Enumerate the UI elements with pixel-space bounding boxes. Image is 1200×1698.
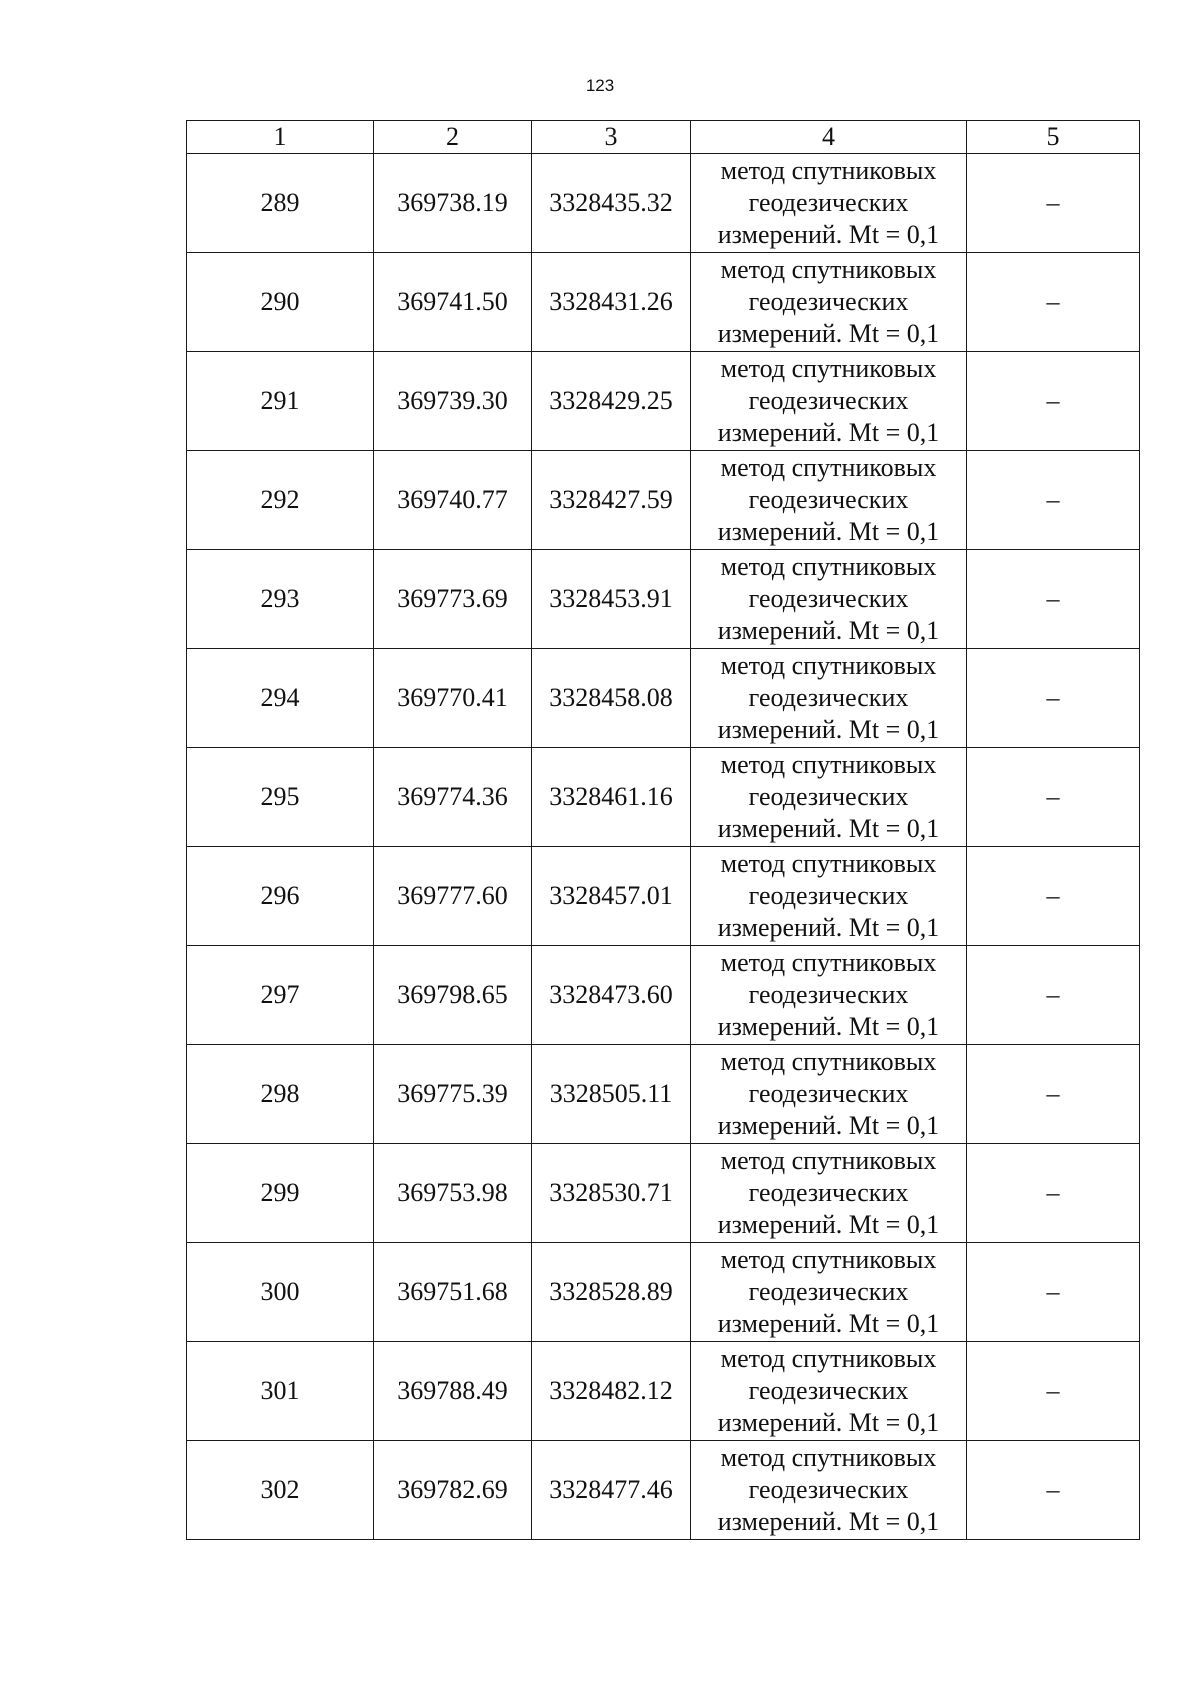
x-coordinate-cell: 369775.39 (374, 1045, 532, 1144)
method-cell (691, 748, 967, 847)
method-line: измерений. Mt = 0,1 (717, 1309, 940, 1338)
method-line: метод спутниковых (720, 651, 937, 680)
method-cell (691, 1243, 967, 1342)
method-line: измерений. Mt = 0,1 (717, 1408, 940, 1437)
column-header-5: 5 (967, 121, 1140, 154)
method-line: метод спутниковых (720, 1344, 937, 1373)
method-cell (691, 550, 967, 649)
table-row (187, 649, 1140, 748)
note-cell: – (967, 748, 1140, 847)
method-cell (691, 352, 967, 451)
method-line: метод спутниковых (720, 552, 937, 581)
table-row (187, 748, 1140, 847)
method-line: метод спутниковых (720, 1245, 937, 1274)
y-coordinate-cell: 3328453.91 (532, 550, 691, 649)
method-line: измерений. Mt = 0,1 (717, 220, 940, 249)
column-header-3: 3 (532, 121, 691, 154)
method-line: измерений. Mt = 0,1 (717, 814, 940, 843)
method-line: метод спутниковых (720, 156, 937, 185)
x-coordinate-cell: 369788.49 (374, 1342, 532, 1441)
method-line: измерений. Mt = 0,1 (717, 517, 940, 546)
table-header (187, 121, 1140, 154)
point-number-cell: 297 (187, 946, 374, 1045)
table-row (187, 1144, 1140, 1243)
note-cell: – (967, 352, 1140, 451)
y-coordinate-cell: 3328427.59 (532, 451, 691, 550)
x-coordinate-cell: 369741.50 (374, 253, 532, 352)
y-coordinate-cell: 3328473.60 (532, 946, 691, 1045)
method-line: метод спутниковых (720, 1047, 937, 1076)
note-cell: – (967, 451, 1140, 550)
table-row (187, 1243, 1140, 1342)
point-number-cell: 298 (187, 1045, 374, 1144)
table-row (187, 253, 1140, 352)
method-line: измерений. Mt = 0,1 (717, 319, 940, 348)
x-coordinate-cell: 369798.65 (374, 946, 532, 1045)
note-cell: – (967, 847, 1140, 946)
y-coordinate-cell: 3328505.11 (532, 1045, 691, 1144)
method-line: геодезических (748, 980, 909, 1009)
point-number-cell: 290 (187, 253, 374, 352)
note-cell: – (967, 1441, 1140, 1540)
method-line: геодезических (748, 881, 909, 910)
method-line: геодезических (748, 386, 909, 415)
method-line: геодезических (748, 1178, 909, 1207)
table-row (187, 451, 1140, 550)
table-row (187, 946, 1140, 1045)
x-coordinate-cell: 369739.30 (374, 352, 532, 451)
method-line: метод спутниковых (720, 255, 937, 284)
point-number-cell: 299 (187, 1144, 374, 1243)
column-header-4: 4 (691, 121, 967, 154)
y-coordinate-cell: 3328429.25 (532, 352, 691, 451)
note-cell: – (967, 1144, 1140, 1243)
method-cell (691, 1144, 967, 1243)
method-line: геодезических (748, 188, 909, 217)
note-cell: – (967, 1045, 1140, 1144)
method-line: геодезических (748, 1277, 909, 1306)
method-line: измерений. Mt = 0,1 (717, 1111, 940, 1140)
note-cell: – (967, 946, 1140, 1045)
note-cell: – (967, 154, 1140, 253)
x-coordinate-cell: 369738.19 (374, 154, 532, 253)
page-number: 123 (585, 76, 615, 95)
method-line: метод спутниковых (720, 354, 937, 383)
table-row (187, 847, 1140, 946)
table-row (187, 1441, 1140, 1540)
x-coordinate-cell: 369740.77 (374, 451, 532, 550)
method-cell (691, 1342, 967, 1441)
point-number-cell: 300 (187, 1243, 374, 1342)
method-cell (691, 847, 967, 946)
table-row (187, 352, 1140, 451)
header-row (187, 121, 1140, 154)
y-coordinate-cell: 3328530.71 (532, 1144, 691, 1243)
x-coordinate-cell: 369773.69 (374, 550, 532, 649)
method-cell (691, 253, 967, 352)
y-coordinate-cell: 3328477.46 (532, 1441, 691, 1540)
method-line: геодезических (748, 1079, 909, 1108)
x-coordinate-cell: 369782.69 (374, 1441, 532, 1540)
method-line: измерений. Mt = 0,1 (717, 1210, 940, 1239)
method-cell (691, 1441, 967, 1540)
table-row (187, 550, 1140, 649)
y-coordinate-cell: 3328482.12 (532, 1342, 691, 1441)
method-line: геодезических (748, 584, 909, 613)
method-line: измерений. Mt = 0,1 (717, 715, 940, 744)
method-line: измерений. Mt = 0,1 (717, 418, 940, 447)
x-coordinate-cell: 369777.60 (374, 847, 532, 946)
method-line: геодезических (748, 683, 909, 712)
method-line: геодезических (748, 287, 909, 316)
point-number-cell: 289 (187, 154, 374, 253)
method-line: геодезических (748, 782, 909, 811)
y-coordinate-cell: 3328457.01 (532, 847, 691, 946)
y-coordinate-cell: 3328528.89 (532, 1243, 691, 1342)
column-header-1: 1 (187, 121, 374, 154)
point-number-cell: 291 (187, 352, 374, 451)
y-coordinate-cell: 3328435.32 (532, 154, 691, 253)
method-line: геодезических (748, 485, 909, 514)
point-number-cell: 294 (187, 649, 374, 748)
y-coordinate-cell: 3328461.16 (532, 748, 691, 847)
note-cell: – (967, 550, 1140, 649)
method-line: измерений. Mt = 0,1 (717, 1507, 940, 1536)
table-row (187, 154, 1140, 253)
method-line: измерений. Mt = 0,1 (717, 913, 940, 942)
point-number-cell: 293 (187, 550, 374, 649)
method-line: метод спутниковых (720, 1443, 937, 1472)
method-line: геодезических (748, 1376, 909, 1405)
method-line: геодезических (748, 1475, 909, 1504)
method-line: метод спутниковых (720, 1146, 937, 1175)
point-number-cell: 295 (187, 748, 374, 847)
note-cell: – (967, 649, 1140, 748)
table-body (187, 154, 1140, 1540)
method-cell (691, 946, 967, 1045)
method-line: метод спутниковых (720, 453, 937, 482)
method-cell (691, 649, 967, 748)
method-line: метод спутниковых (720, 849, 937, 878)
x-coordinate-cell: 369751.68 (374, 1243, 532, 1342)
x-coordinate-cell: 369774.36 (374, 748, 532, 847)
note-cell: – (967, 1243, 1140, 1342)
point-number-cell: 301 (187, 1342, 374, 1441)
coordinates-table (186, 120, 1140, 1540)
point-number-cell: 302 (187, 1441, 374, 1540)
method-line: метод спутниковых (720, 750, 937, 779)
x-coordinate-cell: 369753.98 (374, 1144, 532, 1243)
table-row (187, 1342, 1140, 1441)
method-line: измерений. Mt = 0,1 (717, 616, 940, 645)
note-cell: – (967, 253, 1140, 352)
method-cell (691, 154, 967, 253)
method-cell (691, 1045, 967, 1144)
method-cell (691, 451, 967, 550)
method-line: метод спутниковых (720, 948, 937, 977)
table-row (187, 1045, 1140, 1144)
note-cell: – (967, 1342, 1140, 1441)
x-coordinate-cell: 369770.41 (374, 649, 532, 748)
point-number-cell: 292 (187, 451, 374, 550)
point-number-cell: 296 (187, 847, 374, 946)
column-header-2: 2 (374, 121, 532, 154)
y-coordinate-cell: 3328458.08 (532, 649, 691, 748)
method-line: измерений. Mt = 0,1 (717, 1012, 940, 1041)
y-coordinate-cell: 3328431.26 (532, 253, 691, 352)
